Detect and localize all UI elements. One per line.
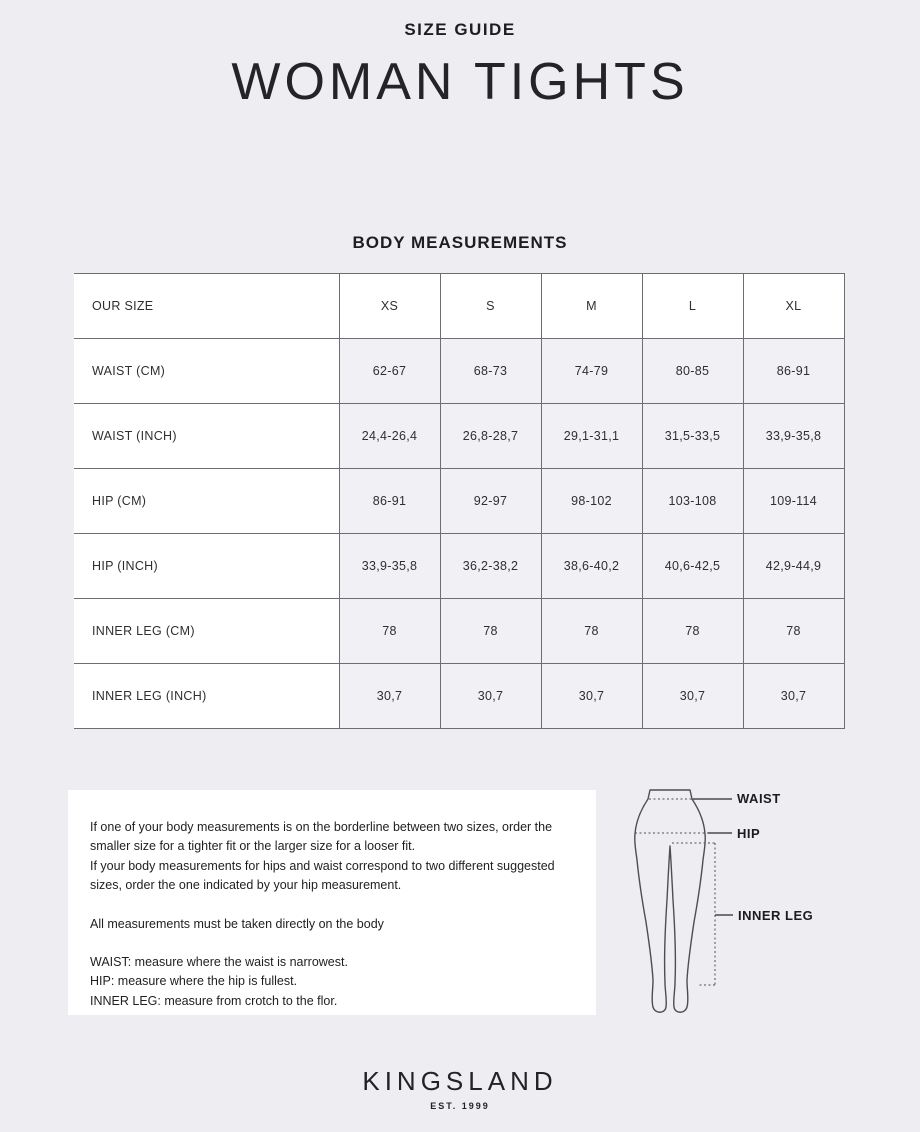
column-header-xl: XL xyxy=(743,274,844,339)
table-row xyxy=(74,339,844,404)
size-cell: 31,5-33,5 xyxy=(642,404,743,469)
column-header-our-size: OUR SIZE xyxy=(74,274,339,339)
size-cell: 40,6-42,5 xyxy=(642,534,743,599)
column-header-s: S xyxy=(440,274,541,339)
column-header-l: L xyxy=(642,274,743,339)
size-cell: 30,7 xyxy=(642,664,743,729)
inner-leg-dotted-bracket xyxy=(672,843,715,985)
size-cell: 78 xyxy=(440,599,541,664)
size-cell: 86-91 xyxy=(339,469,440,534)
row-label: INNER LEG (CM) xyxy=(74,599,339,664)
hip-label: HIP xyxy=(737,826,761,841)
table-row xyxy=(74,534,844,599)
size-cell: 68-73 xyxy=(440,339,541,404)
fit-note-hip-def: HIP: measure where the hip is fullest. xyxy=(90,974,298,989)
page-title: WOMAN TIGHTS xyxy=(231,53,689,111)
brand-logo: KINGSLAND xyxy=(362,1066,558,1096)
brand-established-year: EST. 1999 xyxy=(430,1101,490,1111)
section-title: BODY MEASUREMENTS xyxy=(352,233,568,252)
table-row xyxy=(74,404,844,469)
waist-label: WAIST xyxy=(737,791,781,806)
size-cell: 33,9-35,8 xyxy=(743,404,844,469)
size-cell: 74-79 xyxy=(541,339,642,404)
table-row xyxy=(74,664,844,729)
table-row xyxy=(74,599,844,664)
size-cell: 78 xyxy=(541,599,642,664)
size-cell: 103-108 xyxy=(642,469,743,534)
size-cell: 92-97 xyxy=(440,469,541,534)
size-cell: 86-91 xyxy=(743,339,844,404)
row-label: HIP (CM) xyxy=(74,469,339,534)
fit-notes-box xyxy=(68,790,596,1015)
page-kicker: SIZE GUIDE xyxy=(404,20,516,39)
size-cell: 30,7 xyxy=(743,664,844,729)
size-cell: 30,7 xyxy=(541,664,642,729)
tights-measurement-diagram xyxy=(620,780,920,1030)
size-cell: 30,7 xyxy=(440,664,541,729)
row-label: HIP (INCH) xyxy=(74,534,339,599)
size-cell: 36,2-38,2 xyxy=(440,534,541,599)
table-row xyxy=(74,469,844,534)
size-cell: 78 xyxy=(339,599,440,664)
size-cell: 38,6-40,2 xyxy=(541,534,642,599)
tights-silhouette xyxy=(635,790,706,1012)
fit-note-on-body: All measurements must be taken directly on the body xyxy=(90,916,384,931)
row-label: WAIST (INCH) xyxy=(74,404,339,469)
fit-note-hip-priority: If your body measurements for hips and waist correspond to two different suggested sizes, order the one indicated by your hip measurement. xyxy=(90,858,555,893)
size-cell: 26,8-28,7 xyxy=(440,404,541,469)
table-header-row xyxy=(74,274,844,339)
fit-note-innerleg-def: INNER LEG: measure from crotch to the flor. xyxy=(90,993,338,1008)
size-cell: 98-102 xyxy=(541,469,642,534)
size-cell: 78 xyxy=(743,599,844,664)
row-label: INNER LEG (INCH) xyxy=(74,664,339,729)
fit-note-waist-def: WAIST: measure where the waist is narrowest. xyxy=(90,954,348,969)
size-cell: 78 xyxy=(642,599,743,664)
column-header-m: M xyxy=(541,274,642,339)
size-cell: 109-114 xyxy=(743,469,844,534)
row-label: WAIST (CM) xyxy=(74,339,339,404)
size-cell: 24,4-26,4 xyxy=(339,404,440,469)
size-cell: 80-85 xyxy=(642,339,743,404)
size-cell: 30,7 xyxy=(339,664,440,729)
fit-note-borderline: If one of your body measurements is on the borderline between two sizes, order the smaller size for a tighter fit or the larger size for a looser fit. xyxy=(90,820,553,854)
size-cell: 29,1-31,1 xyxy=(541,404,642,469)
size-cell: 42,9-44,9 xyxy=(743,534,844,599)
size-cell: 62-67 xyxy=(339,339,440,404)
size-cell: 33,9-35,8 xyxy=(339,534,440,599)
tights-outline-illustration xyxy=(620,780,920,1030)
column-header-xs: XS xyxy=(339,274,440,339)
inner-leg-label: INNER LEG xyxy=(738,908,814,923)
body-measurements-table xyxy=(74,273,845,729)
